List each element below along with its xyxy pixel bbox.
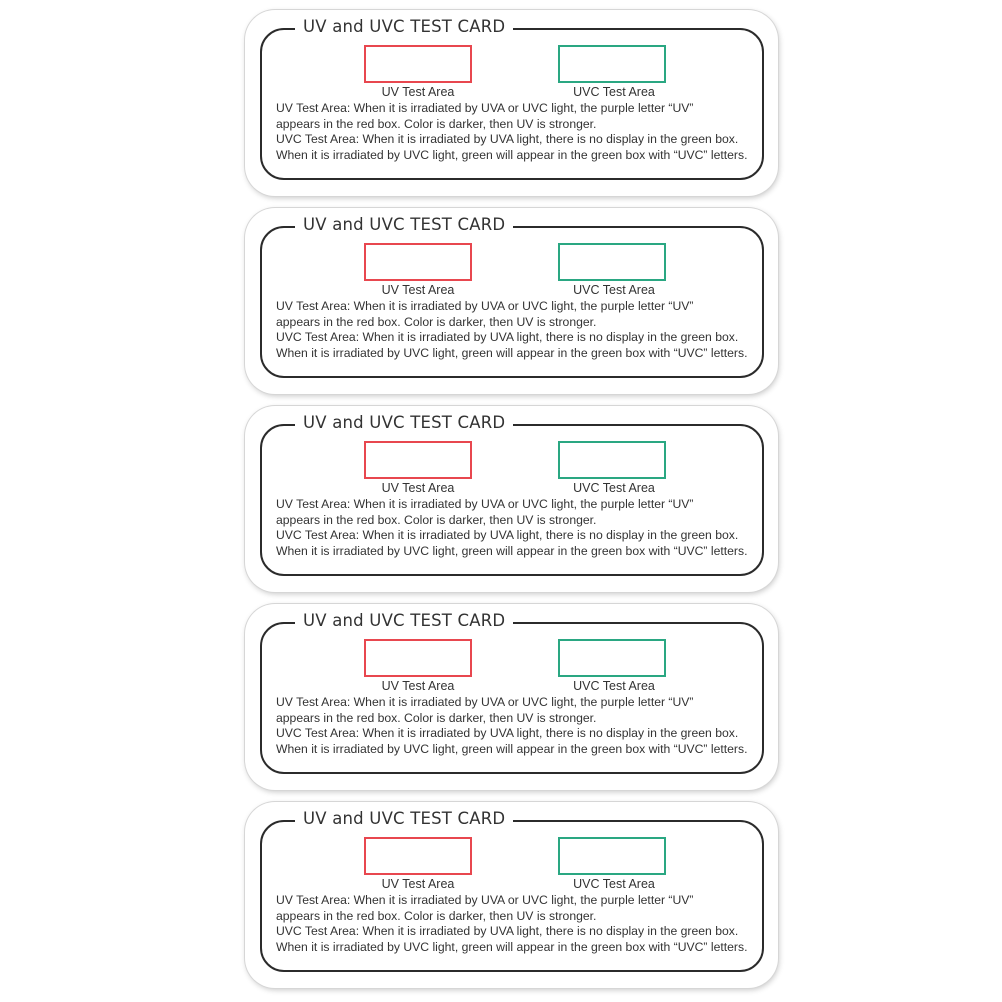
uv-test-area-box	[364, 45, 472, 83]
instruction-line: When it is irradiated by UVC light, green will appear in the green box with “UVC” letters.	[276, 940, 748, 955]
uv-test-area-box	[364, 837, 472, 875]
uvc-test-area-box	[558, 639, 666, 677]
uv-test-card	[245, 406, 778, 592]
instruction-line: appears in the red box. Color is darker, then UV is stronger.	[276, 710, 597, 725]
card-title: UV and UVC TEST CARD	[295, 412, 513, 434]
instruction-line: UV Test Area: When it is irradiated by UVA or UVC light, the purple letter “UV”	[276, 101, 694, 115]
instruction-line: UVC Test Area: When it is irradiated by UVA light, there is no display in the green box.	[276, 132, 739, 147]
card-title: UV and UVC TEST CARD	[295, 214, 513, 236]
uvc-test-area-label: UVC Test Area	[573, 877, 655, 891]
instruction-line: UV Test Area: When it is irradiated by UVA or UVC light, the purple letter “UV”	[276, 299, 694, 313]
instruction-line: UV Test Area: When it is irradiated by UVA or UVC light, the purple letter “UV”	[276, 695, 694, 709]
uv-test-area-box	[364, 441, 472, 479]
uvc-test-area-box	[558, 837, 666, 875]
card-title: UV and UVC TEST CARD	[295, 610, 513, 632]
instruction-line: appears in the red box. Color is darker, then UV is stronger.	[276, 314, 597, 329]
instruction-line: When it is irradiated by UVC light, green will appear in the green box with “UVC” letters.	[276, 148, 748, 163]
uv-test-card	[245, 604, 778, 790]
card-instructions	[276, 101, 766, 164]
uvc-test-area-label: UVC Test Area	[573, 481, 655, 495]
uv-test-area-box	[364, 639, 472, 677]
uv-test-area-label: UV Test Area	[381, 679, 455, 693]
uv-test-card	[245, 208, 778, 394]
card-instructions	[276, 497, 766, 560]
card-instructions	[276, 299, 766, 362]
instruction-line: UVC Test Area: When it is irradiated by UVA light, there is no display in the green box.	[276, 330, 739, 345]
uv-test-area-label: UV Test Area	[381, 877, 455, 891]
instruction-line: UVC Test Area: When it is irradiated by UVA light, there is no display in the green box.	[276, 726, 739, 741]
instruction-line: UVC Test Area: When it is irradiated by UVA light, there is no display in the green box.	[276, 924, 739, 939]
card-title: UV and UVC TEST CARD	[295, 808, 513, 830]
uvc-test-area-box	[558, 45, 666, 83]
uv-test-area-label: UV Test Area	[381, 481, 455, 495]
card-instructions	[276, 893, 766, 956]
instruction-line: UVC Test Area: When it is irradiated by UVA light, there is no display in the green box.	[276, 528, 739, 543]
instruction-line: When it is irradiated by UVC light, green will appear in the green box with “UVC” letters.	[276, 346, 748, 361]
uvc-test-area-label: UVC Test Area	[573, 283, 655, 297]
instruction-line: When it is irradiated by UVC light, green will appear in the green box with “UVC” letters.	[276, 544, 748, 559]
uvc-test-area-label: UVC Test Area	[573, 85, 655, 99]
uv-test-area-label: UV Test Area	[381, 85, 455, 99]
uv-test-card	[245, 802, 778, 988]
uvc-test-area-box	[558, 441, 666, 479]
instruction-line: When it is irradiated by UVC light, green will appear in the green box with “UVC” letters.	[276, 742, 748, 757]
instruction-line: UV Test Area: When it is irradiated by UVA or UVC light, the purple letter “UV”	[276, 497, 694, 511]
card-instructions	[276, 695, 766, 758]
uv-test-area-box	[364, 243, 472, 281]
card-title: UV and UVC TEST CARD	[295, 16, 513, 38]
instruction-line: appears in the red box. Color is darker, then UV is stronger.	[276, 908, 597, 923]
uv-test-card	[245, 10, 778, 196]
instruction-line: appears in the red box. Color is darker, then UV is stronger.	[276, 116, 597, 131]
instruction-line: UV Test Area: When it is irradiated by UVA or UVC light, the purple letter “UV”	[276, 893, 694, 907]
uvc-test-area-label: UVC Test Area	[573, 679, 655, 693]
instruction-line: appears in the red box. Color is darker, then UV is stronger.	[276, 512, 597, 527]
uvc-test-area-box	[558, 243, 666, 281]
uv-test-area-label: UV Test Area	[381, 283, 455, 297]
